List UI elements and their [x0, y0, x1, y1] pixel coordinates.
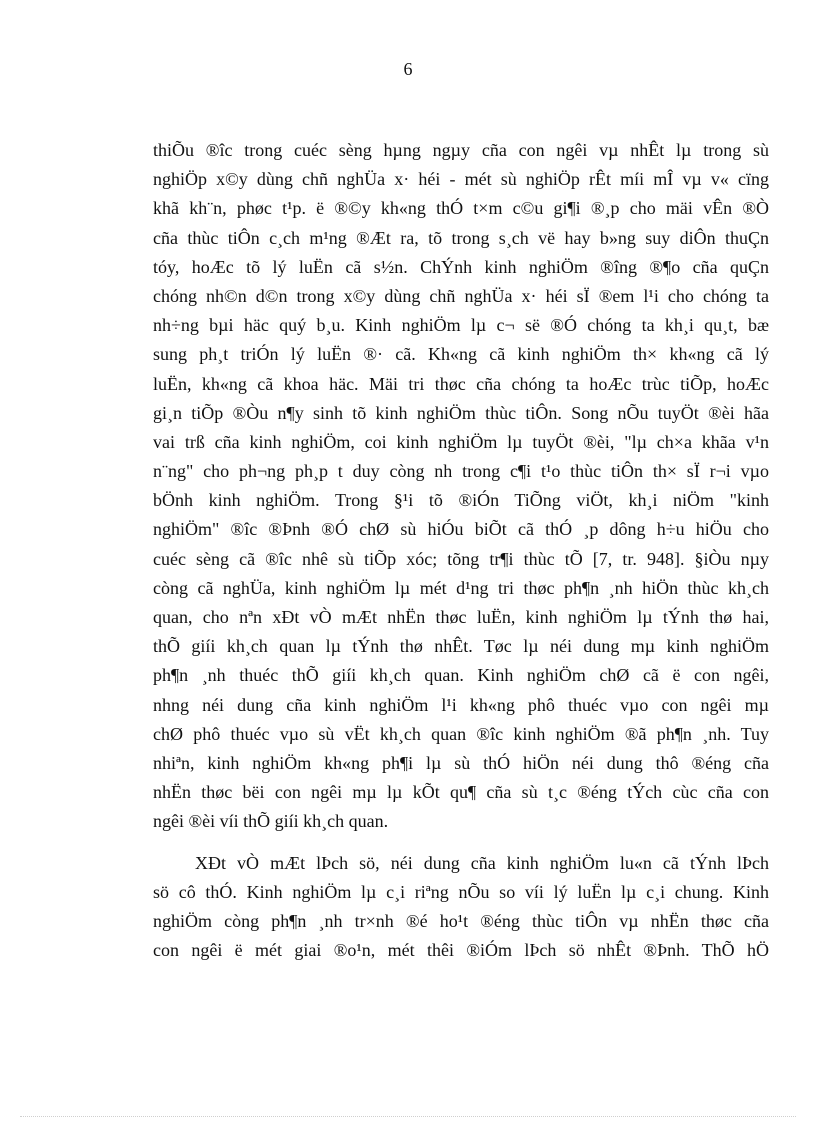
body-text — [153, 136, 769, 965]
paragraph-2 — [153, 849, 769, 966]
text-line: XÐt vÒ mÆt lÞch sö, néi dung cña kinh nghiÖm lu«n cã tÝnh lÞch — [195, 852, 769, 873]
text-line: nhiªn, kinh nghiÖm kh«ng ph¶i lµ sù thÓ hiÖn néi dung thô ®éng cña — [153, 752, 769, 773]
text-line: luËn, kh«ng cã khoa häc. Mäi tri thøc cña chóng ta hoÆc trùc tiÕp, hoÆc — [153, 373, 769, 394]
text-line: nhËn thøc bëi con ngêi mµ lµ kÕt qu¶ cña sù t¸c ®éng tÝch cùc cña con — [153, 782, 769, 803]
text-line: nghiÖp x©y dùng chñ nghÜa x· héi - mét sù nghiÖp rÊt míi mÎ vµ v« cïng — [153, 169, 769, 190]
text-line: ngêi ®èi víi thÕ giíi kh¸ch quan. — [153, 811, 389, 832]
text-line: con ngêi ë mét giai ®o¹n, mét thêi ®iÓm lÞch sö nhÊt ®Þnh. ThÕ hÖ — [153, 940, 769, 961]
text-line: chØ phô thuéc vµo sù vËt kh¸ch quan ®îc kinh nghiÖm ®ã ph¶n ¸nh. Tuy — [153, 723, 769, 744]
text-line: sung ph¸t triÓn lý luËn ®· cã. Kh«ng cã kinh nghiÖm th× kh«ng cã lý — [153, 344, 769, 365]
text-line: vai trß cña kinh nghiÖm, coi kinh nghiÖm lµ tuyÖt ®èi, "lµ ch×a khãa v¹n — [153, 431, 769, 452]
text-line: tóy, hoÆc tõ lý luËn cã s½n. ChÝnh kinh nghiÖm ®îng ®¶o cña quÇn — [153, 256, 769, 277]
text-line: sö cô thÓ. Kinh nghiÖm lµ c¸i riªng nÕu so víi lý luËn lµ c¸i chung. Kinh — [153, 881, 769, 902]
text-line: cña thùc tiÔn c¸ch m¹ng ®Æt ra, tõ trong s¸ch vë hay b»ng suy diÔn thuÇn — [153, 227, 769, 248]
text-line: thÕ giíi kh¸ch quan lµ tÝnh thø nhÊt. Tøc lµ néi dung mµ kinh nghiÖm — [153, 636, 769, 657]
text-line: nghiÖm" ®îc ®Þnh ®Ó chØ sù hiÓu biÕt cã thÓ ¸p dông h÷u hiÖu cho — [153, 519, 769, 540]
text-line: bÖnh kinh nghiÖm. Trong §¹i tõ ®iÓn TiÕng viÖt, kh¸i niÖm "kinh — [153, 490, 769, 511]
text-line: quan, cho nªn xÐt vÒ mÆt nhËn thøc luËn, kinh nghiÖm lµ tÝnh thø hai, — [153, 607, 769, 627]
text-line: nghiÖm còng ph¶n ¸nh tr×nh ®é ho¹t ®éng thùc tiÔn vµ nhËn thøc cña — [153, 910, 769, 931]
text-line: gi¸n tiÕp ®Òu n¶y sinh tõ kinh nghiÖm thùc tiÔn. Song nÕu tuyÖt ®èi hãa — [153, 402, 769, 423]
text-line: khã kh¨n, phøc t¹p. ë ®©y kh«ng thÓ t×m c©u gi¶i ®¸p cho mäi vÊn ®Ò — [153, 198, 769, 219]
page-bottom-divider — [20, 1116, 796, 1117]
paragraph-gap — [153, 837, 769, 849]
text-line: nh÷ng bµi häc quý b¸u. Kinh nghiÖm lµ c¬ së ®Ó chóng ta kh¸i qu¸t, bæ — [153, 315, 769, 336]
paragraph-1 — [153, 136, 769, 837]
text-line: còng cã nghÜa, kinh nghiÖm lµ mét d¹ng tri thøc ph¶n ¸nh hiÖn thùc kh¸ch — [153, 577, 769, 598]
text-line: ph¶n ¸nh thuéc thÕ giíi kh¸ch quan. Kinh nghiÖm chØ cã ë con ngêi, — [153, 665, 769, 686]
text-line: nhng néi dung cña kinh nghiÖm l¹i kh«ng phô thuéc vµo con ngêi mµ — [153, 694, 769, 715]
text-line: thiÕu ®îc trong cuéc sèng hµng ngµy cña con ngêi vµ nhÊt lµ trong sù — [153, 140, 769, 160]
text-line: n¨ng" cho ph¬ng ph¸p t duy còng nh trong c¶i t¹o thùc tiÔn th× sÏ r¬i vµo — [153, 461, 769, 482]
page-number: 6 — [403, 59, 413, 79]
text-line: cuéc sèng cã ®îc nhê sù tiÕp xóc; tõng tr¶i thùc tÕ [7, tr. 948]. §iÒu nµy — [153, 548, 769, 569]
text-line: chóng nh©n d©n trong x©y dùng chñ nghÜa x· héi sÏ ®em l¹i cho chóng ta — [153, 285, 769, 306]
